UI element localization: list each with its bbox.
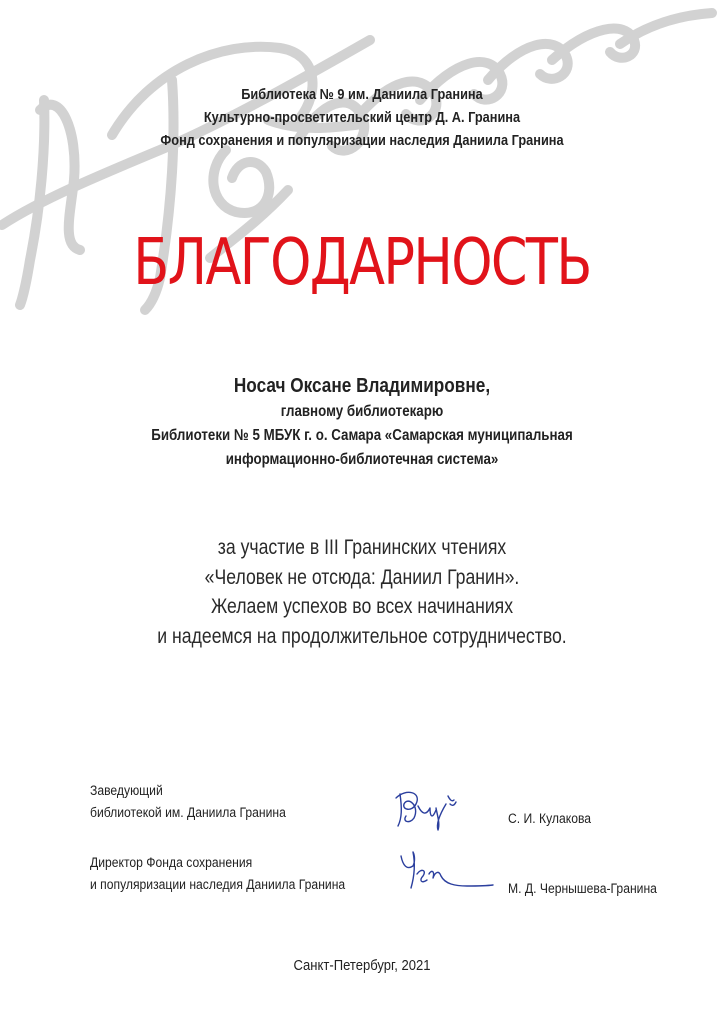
message-line: «Человек не отсюда: Даниил Гранин».	[204, 565, 520, 589]
signatory-2-title	[90, 852, 345, 896]
signatory-1-title-line-1: Заведующий	[90, 783, 163, 798]
message-line: за участие в III Гранинских чтениях	[217, 536, 507, 559]
header-line-library: Библиотека № 9 им. Даниила Гранина	[241, 87, 483, 103]
signatory-1-handwritten-signature	[392, 784, 466, 832]
message-line: и надеемся на продолжительное сотрудничество.	[157, 624, 567, 648]
organization-header	[43, 84, 680, 153]
signatory-1-name: С. И. Кулакова	[508, 811, 592, 826]
recipient-organization-line-2: информационно-библиотечная система»	[225, 451, 499, 468]
header-line-foundation: Фонд сохранения и популяризации наследия Даниила Гранина	[160, 133, 564, 149]
document-title: БЛАГОДАРНОСТЬ	[133, 226, 591, 300]
place-and-year: Санкт-Петербург, 2021	[293, 958, 431, 974]
signatory-2-title-line-1: Директор Фонда сохранения	[90, 855, 253, 870]
header-line-cultural-center: Культурно-просветительский центр Д. А. Гранина	[203, 110, 521, 126]
message-line: Желаем успехов во всех начинаниях	[210, 595, 514, 618]
recipient-block	[51, 372, 674, 472]
signatory-1-title	[90, 780, 286, 824]
recipient-position: главному библиотекарю	[280, 403, 444, 420]
signatory-2-handwritten-signature	[395, 848, 495, 898]
gratitude-message	[58, 533, 666, 651]
recipient-organization-line-1: Библиотеки № 5 МБУК г. о. Самара «Самарская муниципальная	[151, 427, 573, 444]
signatory-2-title-line-2: и популяризации наследия Даниила Гранина	[90, 877, 346, 892]
signatory-2-name: М. Д. Чернышева-Гранина	[508, 881, 657, 896]
recipient-name: Носач Оксане Владимировне,	[233, 375, 491, 397]
signatory-1-title-line-2: библиотекой им. Даниила Гранина	[90, 805, 286, 820]
